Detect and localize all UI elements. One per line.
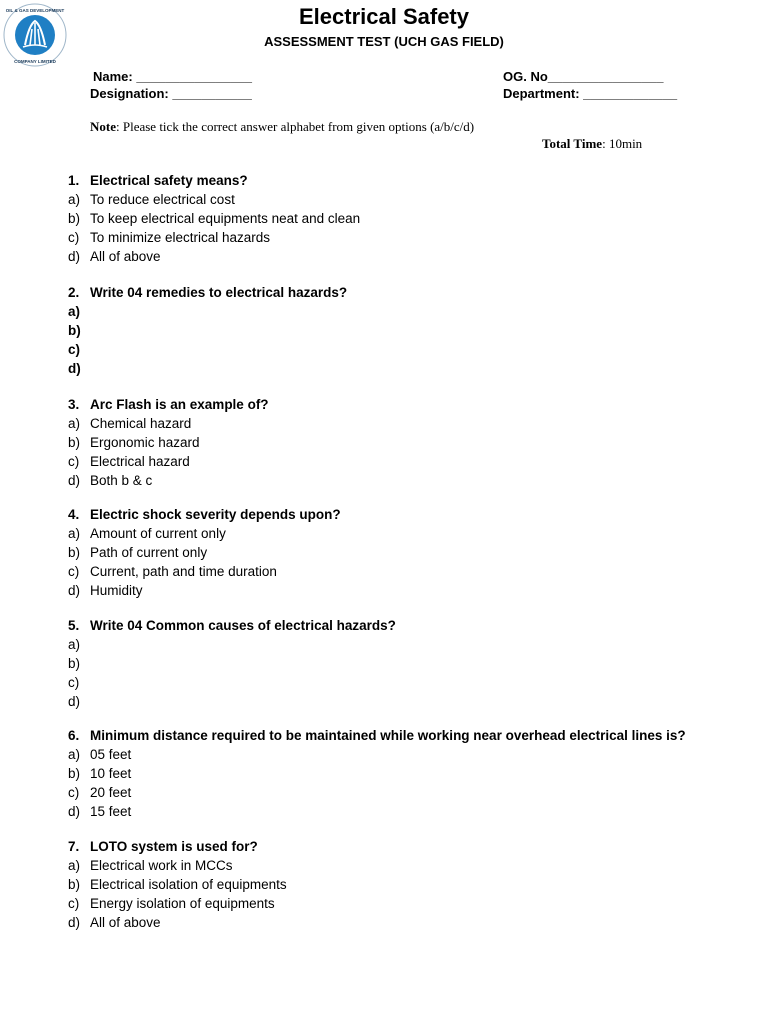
option-text: Chemical hazard: [90, 416, 192, 431]
answer-line[interactable]: [68, 340, 347, 359]
option[interactable]: [68, 913, 287, 932]
option[interactable]: [68, 875, 287, 894]
question-number: 6.: [68, 728, 80, 743]
answer-line[interactable]: [68, 302, 347, 321]
question-text: Write 04 Common causes of electrical hazards?: [90, 618, 396, 633]
option-letter: d): [68, 915, 81, 930]
question-text: Arc Flash is an example of?: [90, 397, 269, 412]
option[interactable]: [68, 581, 341, 600]
option-text: Path of current only: [90, 545, 208, 560]
option-letter: a): [68, 192, 81, 207]
option[interactable]: [68, 524, 341, 543]
answer-line[interactable]: [68, 321, 347, 340]
option-text: 05 feet: [90, 747, 132, 762]
department-field[interactable]: Department: _____________: [503, 86, 678, 101]
option-letter: b): [68, 323, 81, 338]
option[interactable]: [68, 190, 360, 209]
option-letter: a): [68, 637, 81, 652]
option-letter: d): [68, 361, 81, 376]
option[interactable]: [68, 247, 360, 266]
question-1: [68, 171, 360, 266]
option-letter: c): [68, 342, 81, 357]
option-text: 15 feet: [90, 804, 132, 819]
svg-text:COMPANY LIMITED: COMPANY LIMITED: [14, 59, 56, 64]
answer-line[interactable]: [68, 692, 396, 711]
option-letter: a): [68, 747, 81, 762]
answer-line[interactable]: [68, 359, 347, 378]
option[interactable]: [68, 562, 341, 581]
option-letter: b): [68, 656, 81, 671]
option-text: All of above: [90, 915, 161, 930]
option-text: Energy isolation of equipments: [90, 896, 275, 911]
question-text: Electrical safety means?: [90, 173, 248, 188]
question-text: Write 04 remedies to electrical hazards?: [90, 285, 348, 300]
question-number: 4.: [68, 507, 80, 522]
option-text: Electrical hazard: [90, 454, 190, 469]
question-3: [68, 395, 269, 490]
option[interactable]: [68, 433, 269, 452]
total-time-value: : 10min: [602, 136, 643, 151]
question-2: [68, 283, 347, 378]
question-7: [68, 837, 287, 932]
option-letter: c): [68, 230, 80, 245]
option-letter: a): [68, 416, 81, 431]
question-number: 5.: [68, 618, 80, 633]
option[interactable]: [68, 414, 269, 433]
option[interactable]: [68, 452, 269, 471]
option[interactable]: [68, 228, 360, 247]
option-text: To keep electrical equipments neat and clean: [90, 211, 361, 226]
option[interactable]: [68, 209, 360, 228]
note-label: Note: [90, 119, 116, 134]
option[interactable]: [68, 471, 269, 490]
answer-line[interactable]: [68, 654, 396, 673]
question-5: [68, 616, 396, 711]
svg-text:OIL & GAS DEVELOPMENT: OIL & GAS DEVELOPMENT: [5, 8, 65, 13]
question-text: LOTO system is used for?: [90, 839, 258, 854]
name-field[interactable]: Name: ________________: [93, 69, 253, 84]
question-text: Electric shock severity depends upon?: [90, 507, 341, 522]
option-text: To minimize electrical hazards: [90, 230, 271, 245]
option-text: Amount of current only: [90, 526, 226, 541]
option[interactable]: [68, 543, 341, 562]
option[interactable]: [68, 856, 287, 875]
option-letter: b): [68, 435, 81, 450]
option-text: Humidity: [90, 583, 143, 598]
option[interactable]: [68, 894, 287, 913]
option-letter: d): [68, 473, 81, 488]
page-title: Electrical Safety: [299, 4, 469, 29]
option-letter: d): [68, 804, 81, 819]
option-text: Electrical work in MCCs: [90, 858, 233, 873]
answer-line[interactable]: [68, 673, 396, 692]
og-no-field[interactable]: OG. No________________: [503, 69, 664, 84]
question-number: 7.: [68, 839, 80, 854]
option-text: 20 feet: [90, 785, 132, 800]
option[interactable]: [68, 783, 686, 802]
option[interactable]: [68, 802, 686, 821]
option-letter: c): [68, 454, 80, 469]
question-number: 1.: [68, 173, 80, 188]
instruction-note: [90, 119, 474, 135]
option[interactable]: [68, 764, 686, 783]
question-text: Minimum distance required to be maintained while working near overhead electrical lines is?: [90, 728, 686, 743]
option-text: To reduce electrical cost: [90, 192, 235, 207]
option-text: 10 feet: [90, 766, 132, 781]
option-text: Ergonomic hazard: [90, 435, 200, 450]
option-text: Current, path and time duration: [90, 564, 277, 579]
option-letter: c): [68, 675, 80, 690]
option-letter: a): [68, 304, 81, 319]
question-6: [68, 726, 686, 821]
option-letter: c): [68, 564, 80, 579]
question-4: [68, 505, 341, 600]
option-letter: b): [68, 545, 81, 560]
option-text: Both b & c: [90, 473, 153, 488]
option-letter: a): [68, 858, 81, 873]
question-number: 3.: [68, 397, 80, 412]
page-subtitle: ASSESSMENT TEST (UCH GAS FIELD): [264, 34, 504, 49]
option-text: Electrical isolation of equipments: [90, 877, 287, 892]
total-time: [542, 136, 642, 152]
option-letter: b): [68, 877, 81, 892]
note-text: : Please tick the correct answer alphabet from given options (a/b/c/d): [116, 119, 475, 134]
question-number: 2.: [68, 285, 80, 300]
total-time-label: Total Time: [542, 136, 603, 151]
option-letter: a): [68, 526, 81, 541]
option-letter: c): [68, 896, 80, 911]
option-letter: d): [68, 249, 81, 264]
option-text: All of above: [90, 249, 161, 264]
option-letter: c): [68, 785, 80, 800]
option-letter: b): [68, 211, 81, 226]
option-letter: b): [68, 766, 81, 781]
designation-field[interactable]: Designation: ___________: [90, 86, 252, 101]
option[interactable]: [68, 745, 686, 764]
option-letter: d): [68, 583, 81, 598]
answer-line[interactable]: [68, 635, 396, 654]
option-letter: d): [68, 694, 81, 709]
